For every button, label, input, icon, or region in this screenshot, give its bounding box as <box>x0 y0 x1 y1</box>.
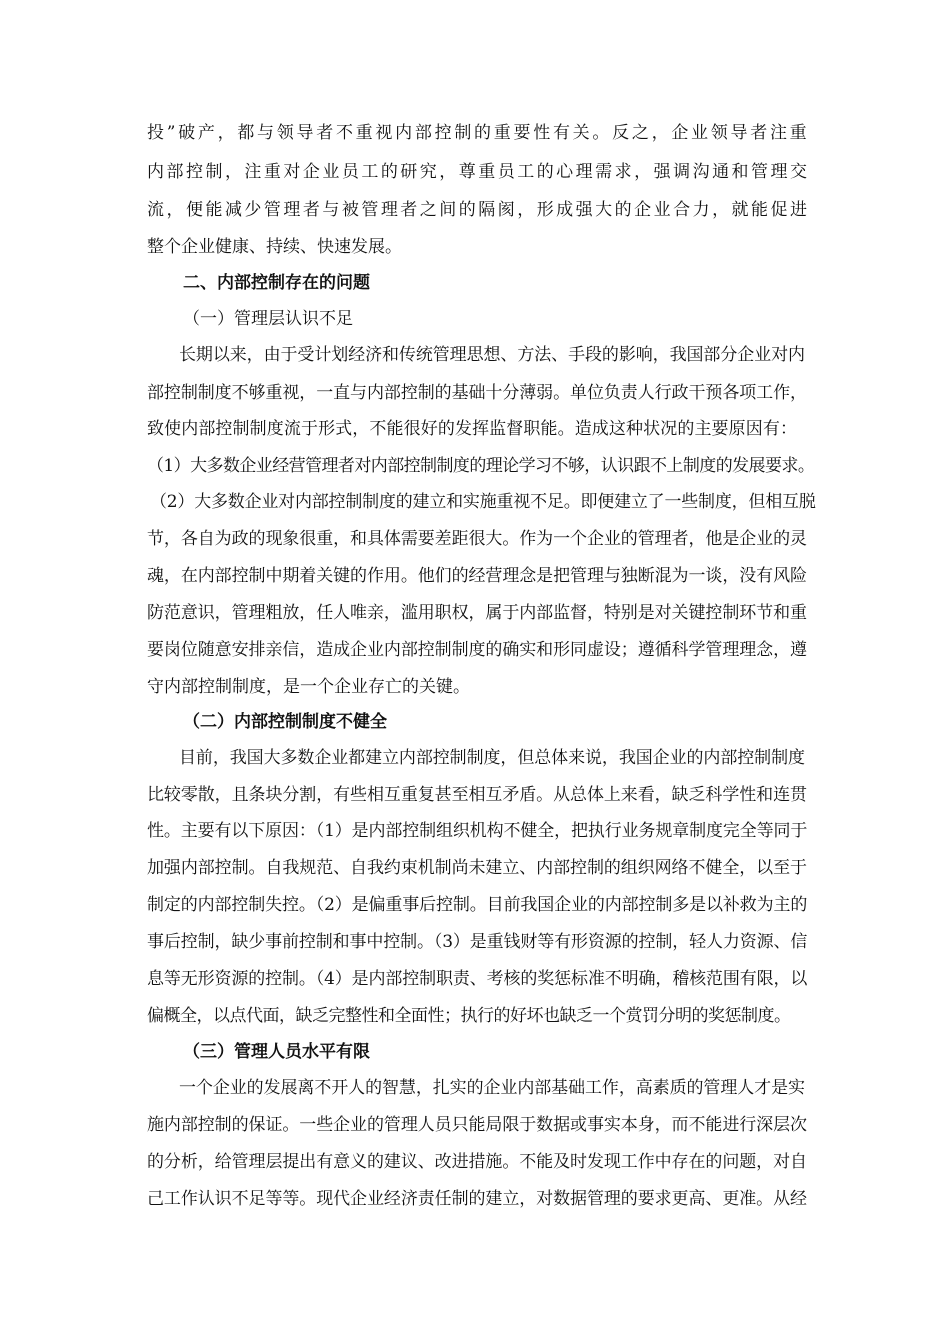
body-text-line: 施内部控制的保证。一些企业的管理人员只能局限于数据或事实本身，而不能进行深层次 <box>147 1115 807 1135</box>
body-text-line: 性。主要有以下原因：（1）是内部控制组织机构不健全，把执行业务规章制度完全等同于 <box>147 821 808 841</box>
body-text-line: 己工作认识不足等等。现代企业经济责任制的建立，对数据管理的要求更高、更准。从经 <box>147 1189 807 1209</box>
body-text-line: 长期以来，由于受计划经济和传统管理思想、方法、手段的影响，我国部分企业对内 <box>179 345 805 365</box>
list-item-line: （2）大多数企业对内部控制制度的建立和实施重视不足。即便建立了一些制度，但相互脱 <box>150 492 816 512</box>
body-text-line: 投”破产，都与领导者不重视内部控制的重要性有关。反之，企业领导者注重 <box>147 123 810 143</box>
body-text-line: 节，各自为政的现象很重，和具体需要差距很大。作为一个企业的管理者，他是企业的灵 <box>147 529 807 549</box>
body-text-line: 内部控制，注重对企业员工的研究，尊重员工的心理需求，强调沟通和管理交 <box>147 162 810 182</box>
body-text-line: 比较零散，且条块分割，有些相互重复甚至相互矛盾。从总体上来看，缺乏科学性和连贯 <box>147 785 807 805</box>
body-text-line: 防范意识，管理粗放，任人唯亲，滥用职权，属于内部监督，特别是对关键控制环节和重 <box>147 603 807 623</box>
subsection-heading: （一）管理层认识不足 <box>183 309 353 329</box>
body-text-line: 制定的内部控制失控。（2）是偏重事后控制。目前我国企业的内部控制多是以补救为主的 <box>147 895 808 915</box>
body-text-line: 一个企业的发展离不开人的智慧，扎实的企业内部基础工作，高素质的管理人才是实 <box>179 1078 805 1098</box>
body-text-line: 整个企业健康、持续、快速发展。 <box>147 237 402 257</box>
list-item-line: （1）大多数企业经营管理者对内部控制制度的理论学习不够，认识跟不上制度的发展要求。 <box>147 456 815 476</box>
body-text-line: 目前，我国大多数企业都建立内部控制制度，但总体来说，我国企业的内部控制制度 <box>179 748 805 768</box>
body-text-line: 魂，在内部控制中期着关键的作用。他们的经营理念是把管理与独断混为一谈，没有风险 <box>147 566 807 586</box>
section-heading: 二、内部控制存在的问题 <box>183 273 370 293</box>
body-text-line: 流，便能减少管理者与被管理者之间的隔阂，形成强大的企业合力，就能促进 <box>147 200 810 220</box>
body-text-line: 的分析，给管理层提出有意义的建议、改进措施。不能及时发现工作中存在的问题，对自 <box>147 1152 807 1172</box>
body-text-line: 部控制制度不够重视，一直与内部控制的基础十分薄弱。单位负责人行政干预各项工作， <box>147 383 807 403</box>
body-text-line: 要岗位随意安排亲信，造成企业内部控制制度的确实和形同虚设；遵循科学管理理念，遵 <box>147 640 807 660</box>
body-text-line: 息等无形资源的控制。（4）是内部控制职责、考核的奖惩标准不明确，稽核范围有限，以 <box>147 969 808 989</box>
body-text-line: 事后控制，缺少事前控制和事中控制。（3）是重钱财等有形资源的控制，轻人力资源、信 <box>147 932 808 952</box>
body-text-line: 加强内部控制。自我规范、自我约束机制尚未建立、内部控制的组织网络不健全，以至于 <box>147 858 807 878</box>
body-text-line: 守内部控制制度，是一个企业存亡的关键。 <box>147 677 470 697</box>
subsection-heading: （二）内部控制制度不健全 <box>183 712 387 732</box>
body-text-line: 偏概全，以点代面，缺乏完整性和全面性；执行的好坏也缺乏一个赏罚分明的奖惩制度。 <box>147 1006 791 1026</box>
body-text-line: 致使内部控制制度流于形式，不能很好的发挥监督职能。造成这种状况的主要原因有： <box>147 419 798 439</box>
subsection-heading: （三）管理人员水平有限 <box>183 1042 370 1062</box>
